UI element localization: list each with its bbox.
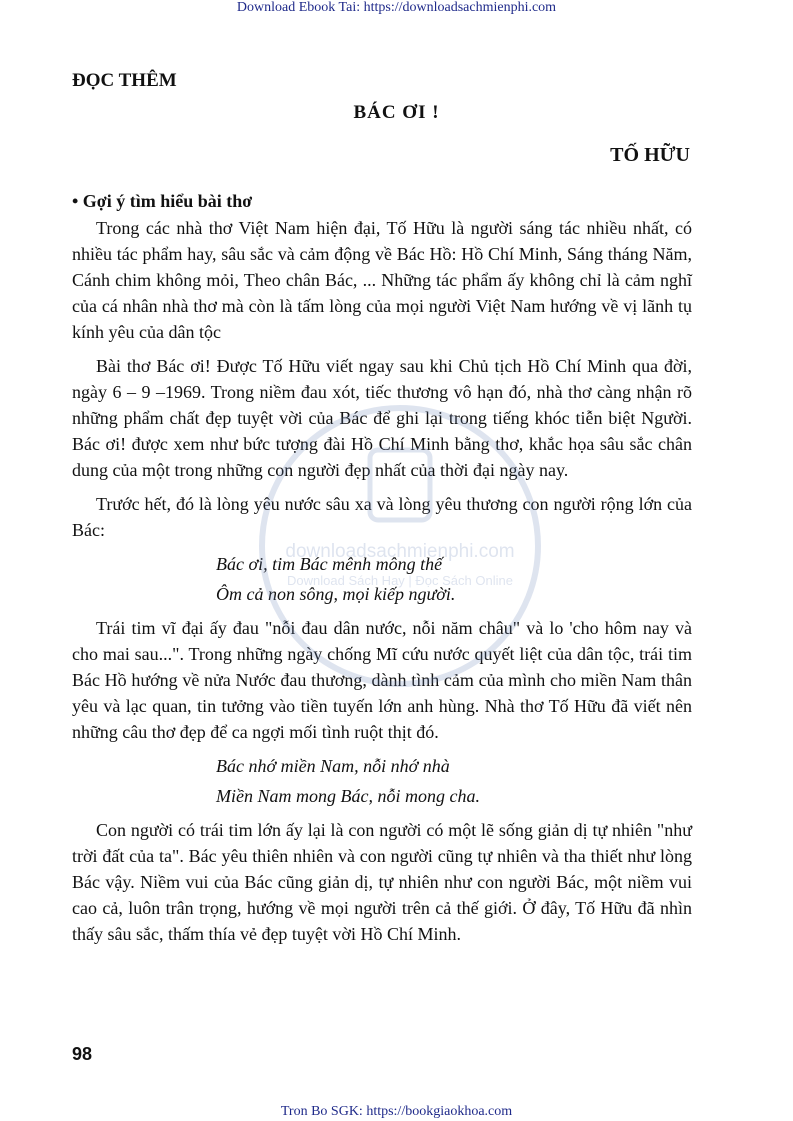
poem-title: BÁC ƠI ! bbox=[353, 102, 440, 123]
verse-line: Bác ơi, tim Bác mênh mông thế bbox=[216, 554, 443, 574]
subheading: • Gợi ý tìm hiểu bài thơ bbox=[72, 191, 253, 211]
verse-line: Ôm cả non sông, mọi kiếp người. bbox=[216, 584, 456, 604]
verse-line: Bác nhớ miền Nam, nỗi nhớ nhà bbox=[216, 756, 450, 776]
paragraph-3: Trước hết, đó là lòng yêu nước sâu xa và lòng yêu thương con người rộng lớn của Bác: bbox=[72, 494, 692, 540]
paragraph-4: Trái tim vĩ đại ấy đau "nỗi đau dân nước, nỗi năm châu" và lo 'cho hôm nay và cho mai sau...". Trong những ngày chống Mĩ cứu nước quyết liệt của dân tộc, trái tim Bác Hồ hướng về nửa Nước đau thương, dành tình cảm của mình cho miền Nam thân yêu và lạc quan, tin tưởng vào tiền tuyến lớn anh hùng. Nhà thơ Tố Hữu đã viết nên những câu thơ đẹp để ca ngợi mối tình ruột thịt đó. bbox=[72, 618, 692, 742]
body-text bbox=[72, 215, 692, 955]
section-label: ĐỌC THÊM bbox=[72, 70, 177, 91]
verse-line: Miền Nam mong Bác, nỗi mong cha. bbox=[216, 786, 480, 806]
paragraph-5: Con người có trái tim lớn ấy lại là con người có một lẽ sống giản dị tự nhiên "như trời đất của ta". Bác yêu thiên nhiên và con người cũng tự nhiên và tha thiết như lòng Bác vậy. Niềm vui của Bác cũng giản dị, tự nhiên như con người Bác, một niềm vui cao cả, luôn trân trọng, hướng về mọi người trên cả thế giới. Ở đây, Tố Hữu đã nhìn thấy sâu sắc, thấm thía vẻ đẹp tuyệt vời Hồ Chí Minh. bbox=[72, 820, 692, 944]
paragraph-2: Bài thơ Bác ơi! Được Tố Hữu viết ngay sau khi Chủ tịch Hồ Chí Minh qua đời, ngày 6 – 9 –1969. Trong niềm đau xót, tiếc thương vô hạn đó, nhà thơ càng nhận rõ những phẩm chất đẹp tuyệt vời của Bác để ghi lại trong tiếng khóc tiễn biệt Người. Bác ơi! được xem như bức tượng đài Hồ Chí Minh bằng thơ, khắc họa sâu sắc chân dung của một trong những con người đẹp nhất của thời đại ngày nay. bbox=[72, 356, 692, 480]
watermark-tagline: Download Sách Hay | Đọc Sách Online bbox=[287, 573, 513, 588]
page-number: 98 bbox=[72, 1044, 93, 1064]
paragraph-1: Trong các nhà thơ Việt Nam hiện đại, Tố Hữu là người sáng tác nhiều nhất, có nhiều tác phẩm hay, sâu sắc và cảm động về Bác Hồ: Hồ Chí Minh, Sáng tháng Năm, Cánh chim không mỏi, Theo chân Bác, ... Những tác phẩm ấy không chỉ là cảm nghĩ của cá nhân nhà thơ mà còn là tấm lòng của mọi người Việt Nam hướng về vị lãnh tụ kính yêu của dân tộc bbox=[72, 218, 692, 342]
verse-2 bbox=[72, 753, 692, 809]
author-name: TỐ HỮU bbox=[610, 144, 690, 166]
verse-1 bbox=[72, 551, 692, 607]
footer-sgk-link[interactable]: Tron Bo SGK: https://bookgiaokhoa.com bbox=[280, 1104, 513, 1119]
header-download-link[interactable]: Download Ebook Tai: https://downloadsachmienphi.com bbox=[236, 0, 557, 15]
watermark-site: downloadsachmienphi.com bbox=[285, 541, 515, 562]
